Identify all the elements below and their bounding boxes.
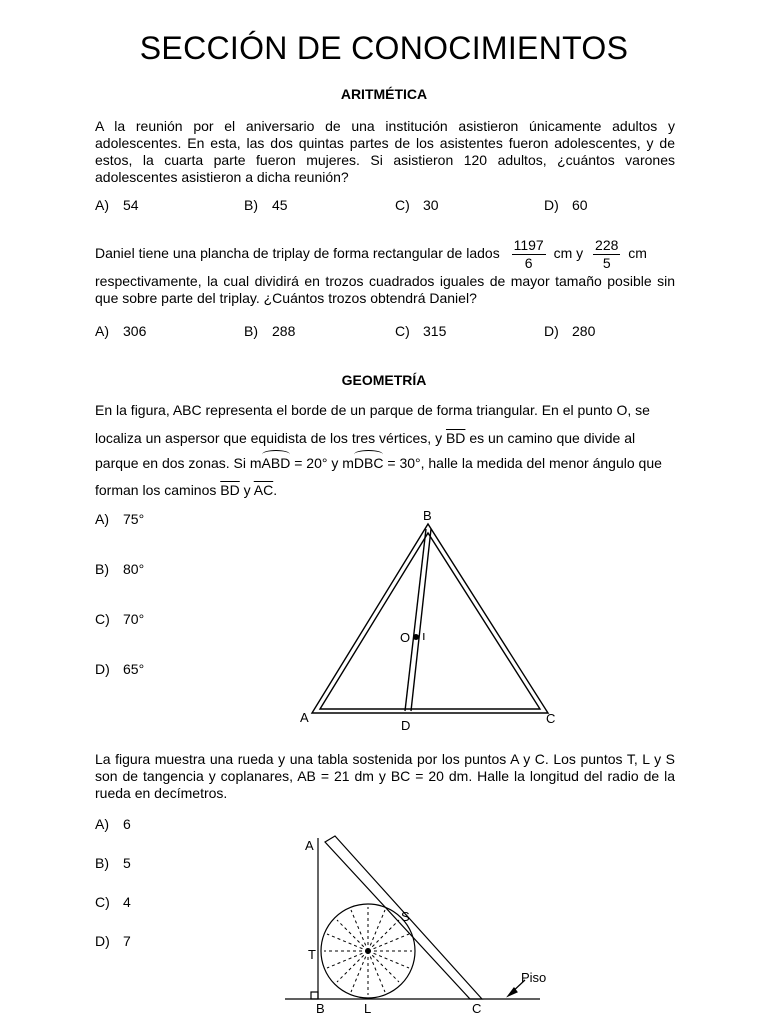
- option-value: 7: [123, 933, 131, 949]
- question-2-first-line: [95, 237, 675, 272]
- label-a: A: [300, 710, 309, 725]
- question-1-text: A la reunión por el aniversario de una institución asistieron únicamente adultos y adolescentes. En esta, las dos quintas partes de los asistentes fueron adolescentes, y de estos, la cuarta parte fueron mujeres. Si asistieron 120 adultos, ¿cuántos varones adolescentes asistieron a dicha reunión?: [95, 118, 675, 185]
- q3-option-c: [95, 611, 144, 627]
- option-value: 45: [272, 197, 288, 213]
- q2-option-c: [395, 323, 446, 339]
- option-letter: B): [244, 197, 258, 213]
- section-heading-geometry: GEOMETRÍA: [341, 372, 427, 388]
- q2-fraction-1: [512, 237, 546, 272]
- option-value: 80°: [123, 561, 145, 577]
- q3-line-1: En la figura, ABC representa el borde de un parque de forma triangular. En el punto O, se: [95, 402, 650, 418]
- option-letter: C): [95, 611, 110, 627]
- option-letter: D): [95, 933, 110, 949]
- q3-line-4: [95, 482, 277, 498]
- q1-option-b: [244, 197, 288, 213]
- label-l: L: [364, 1001, 372, 1016]
- segment-bd: $\overline{BD}$: [445, 430, 466, 446]
- spoke: [368, 920, 399, 951]
- spoke: [327, 934, 368, 951]
- spoke: [368, 951, 409, 968]
- label-c: C: [472, 1001, 482, 1016]
- denominator: 6: [524, 255, 533, 271]
- option-letter: D): [95, 661, 110, 677]
- option-value: 70°: [123, 611, 145, 627]
- option-letter: B): [95, 561, 109, 577]
- option-letter: D): [544, 197, 559, 213]
- question-2-text: respectivamente, la cual dividirá en trozos cuadrados iguales de mayor tamaño posible sin que sobre parte del triplay. ¿Cuántos trozos obtendrá Daniel?: [95, 273, 675, 306]
- option-value: 30: [423, 197, 439, 213]
- option-value: 6: [123, 816, 131, 832]
- q1-option-a: [95, 197, 139, 213]
- triangle-figure: [290, 505, 570, 735]
- label-b: B: [423, 508, 432, 523]
- option-letter: A): [95, 197, 109, 213]
- spoke: [368, 951, 385, 992]
- q3-line-2: [95, 430, 635, 446]
- q3-line-4-a: forman los caminos: [95, 482, 217, 498]
- q2-unit-2: cm: [628, 245, 647, 262]
- option-value: 65°: [123, 661, 145, 677]
- option-value: 315: [423, 323, 447, 339]
- right-angle-mark: [311, 992, 318, 999]
- spoke: [351, 910, 368, 951]
- option-letter: C): [395, 197, 410, 213]
- q3-option-b: [95, 561, 144, 577]
- q3-option-a: [95, 511, 144, 527]
- q2-option-d: [544, 323, 595, 339]
- q2-unit-1: cm y: [553, 245, 584, 262]
- wheel-figure: [280, 808, 560, 1024]
- q3-line-3-a: parque en dos zonas. Si m: [95, 455, 262, 471]
- q2-option-a: [95, 323, 146, 339]
- option-value: 306: [123, 323, 147, 339]
- angle-abd: ABD: [261, 455, 291, 471]
- q3-line-2-a: localiza un aspersor que equidista de los tres vértices, y: [95, 430, 443, 446]
- q3-line-3: [95, 455, 662, 471]
- q3-line-2-b: es un camino que divide al: [469, 430, 636, 446]
- segment-ac: $\overline{AC}$: [253, 482, 274, 498]
- label-o: O: [400, 630, 411, 645]
- label-s: S: [401, 909, 410, 924]
- segment-bd: $\overline{BD}$: [220, 482, 240, 498]
- label-b: B: [316, 1001, 325, 1016]
- spoke: [337, 920, 368, 951]
- spoke: [368, 910, 385, 951]
- numerator: 228: [595, 237, 619, 253]
- option-letter: A): [95, 323, 109, 339]
- q4-option-c: [95, 894, 131, 910]
- q2-text-before: Daniel tiene una plancha de triplay de forma rectangular de lados: [95, 245, 500, 262]
- option-letter: A): [95, 511, 109, 527]
- option-letter: C): [395, 323, 410, 339]
- triangle-outer: [312, 524, 548, 713]
- option-value: 54: [123, 197, 139, 213]
- denominator: 5: [602, 255, 611, 271]
- q3-option-d: [95, 661, 144, 677]
- tick-mark: ı: [422, 628, 426, 643]
- q2-fraction-2: [593, 237, 620, 272]
- point-o: [413, 634, 419, 640]
- section-heading-arithmetic: ARITMÉTICA: [340, 86, 428, 102]
- q4-option-a: [95, 816, 131, 832]
- q3-line-4-b: y: [243, 482, 251, 498]
- q3-line-3-c: = 30°, halle la medida del menor ángulo que: [387, 455, 662, 471]
- option-value: 4: [123, 894, 131, 910]
- spoke: [368, 934, 409, 951]
- option-letter: D): [544, 323, 559, 339]
- spoke: [351, 951, 368, 992]
- option-letter: C): [95, 894, 110, 910]
- page-title: SECCIÓN DE CONOCIMIENTOS: [139, 30, 629, 66]
- spoke: [368, 951, 399, 982]
- option-value: 60: [572, 197, 588, 213]
- q3-line-4-c: .: [273, 482, 278, 498]
- q1-option-c: [395, 197, 439, 213]
- option-value: 75°: [123, 511, 145, 527]
- q1-option-d: [544, 197, 588, 213]
- option-value: 280: [572, 323, 596, 339]
- spoke: [327, 951, 368, 968]
- label-t: T: [308, 947, 316, 962]
- option-letter: A): [95, 816, 109, 832]
- q3-line-3-b: = 20° y m: [294, 455, 354, 471]
- label-floor: Piso: [521, 970, 547, 985]
- angle-dbc: DBC: [353, 455, 384, 471]
- option-value: 288: [272, 323, 296, 339]
- label-d: D: [401, 718, 411, 733]
- q4-option-b: [95, 855, 131, 871]
- triangle-inner: [320, 533, 540, 709]
- option-letter: B): [95, 855, 109, 871]
- question-4-text: La figura muestra una rueda y una tabla sostenida por los puntos A y C. Los puntos T, L y S son de tangencia y coplanares, AB = 21 dm y BC = 20 dm. Halle la longitud del radio de la rueda en decímetros.: [95, 751, 675, 801]
- option-letter: B): [244, 323, 258, 339]
- numerator: 1197: [513, 237, 544, 253]
- option-value: 5: [123, 855, 131, 871]
- label-a: A: [305, 838, 314, 853]
- spoke: [337, 951, 368, 982]
- q4-option-d: [95, 933, 131, 949]
- q2-option-b: [244, 323, 295, 339]
- label-c: C: [546, 711, 556, 726]
